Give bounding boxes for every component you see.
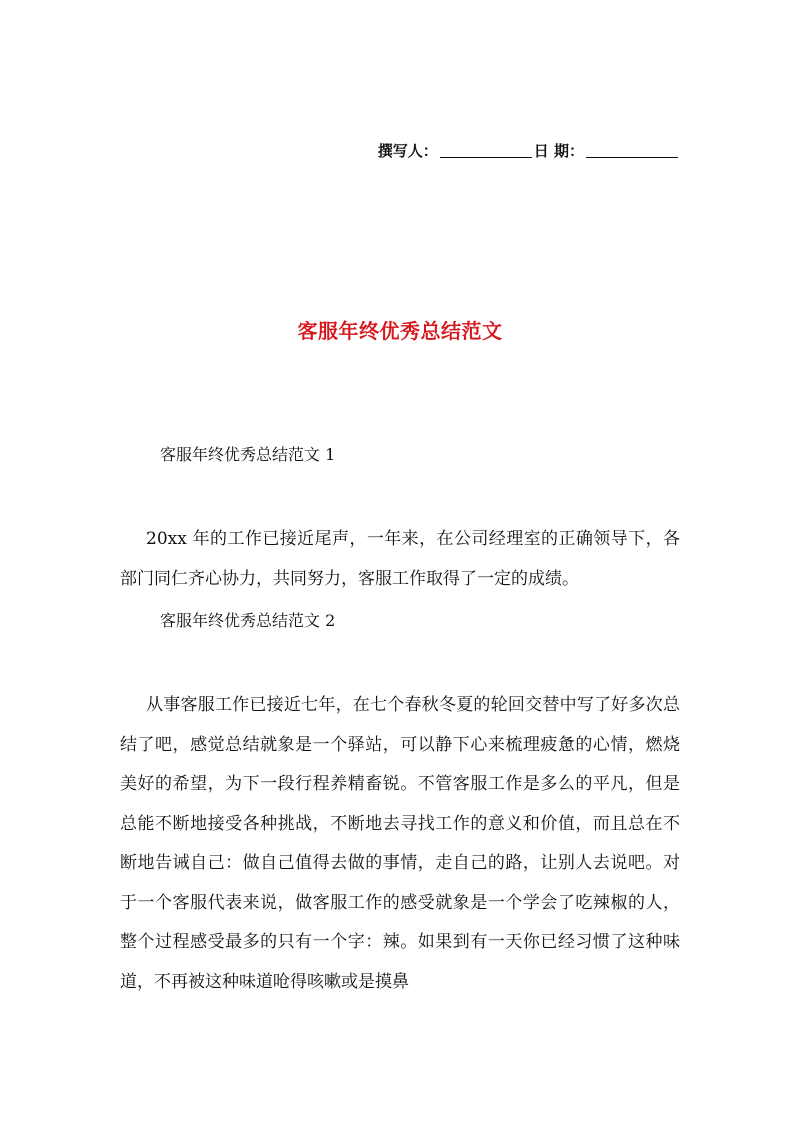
author-blank <box>440 143 532 158</box>
section-heading-1: 客服年终优秀总结范文 1 <box>160 445 336 464</box>
section-body-2: 从事客服工作已接近七年，在七个春秋冬夏的轮回交替中写了好多次总结了吧，感觉总结就象是一个驿站，可以静下心来梳理疲惫的心情，燃烧美好的希望，为下一段行程养精畜锐。不管客服工作是多么的平凡，但是总能不断地接受各种挑战，不断地去寻找工作的意义和价值，而且总在不断地告诫自己：做自己值得去做的事情，走自己的路，让别人去说吧。对于一个客服代表来说，做客服工作的感受就象是一个学会了吃辣椒的人，整个过程感受最多的只有一个字：辣。如果到有一天你已经习惯了这种味道，不再被这种味道呛得咳嗽或是摸鼻 <box>120 695 680 992</box>
date-label: 日 期： <box>533 142 584 160</box>
document-title: 客服年终优秀总结范文 <box>297 319 503 343</box>
section-body-1: 20xx 年的工作已接近尾声，一年来，在公司经理室的正确领导下，各部门同仁齐心协力，共同努力，客服工作取得了一定的成绩。 <box>120 529 680 589</box>
section-heading-2: 客服年终优秀总结范文 2 <box>160 611 336 630</box>
author-label: 撰写人： <box>377 142 438 160</box>
date-blank <box>586 143 678 158</box>
header-author-date <box>378 140 680 161</box>
